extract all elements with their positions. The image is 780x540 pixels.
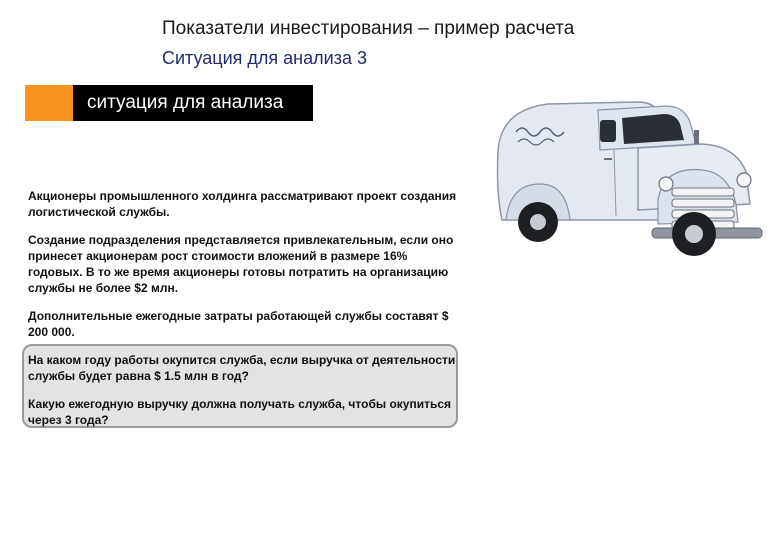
delivery-van-icon — [488, 92, 778, 262]
paragraph-conditions: Создание подразделения представляется привлекательным, если оно принесет акционерам рост стоимости вложений в размере 16% годовых. В то же время акционеры готовы потратить на организацию службы не более $2 млн. — [28, 233, 454, 295]
paragraph-intro: Акционеры промышленного холдинга рассматривают проект создания логистической службы. — [28, 189, 457, 219]
paragraph-costs: Дополнительные ежегодные затраты работающей службы составят $ 200 000. — [28, 309, 449, 339]
question-payback-year: На каком году работы окупится служба, если выручка от деятельности службы будет равна $ 1.5 млн в год? — [28, 353, 456, 383]
accent-block — [25, 85, 73, 121]
question-required-revenue: Какую ежегодную выручку должна получать служба, чтобы окупиться через 3 года? — [28, 397, 452, 427]
page-subtitle: Ситуация для анализа 3 — [162, 48, 367, 68]
section-banner: ситуация для анализа — [73, 85, 313, 121]
page-title: Показатели инвестирования – пример расчета — [162, 18, 575, 39]
